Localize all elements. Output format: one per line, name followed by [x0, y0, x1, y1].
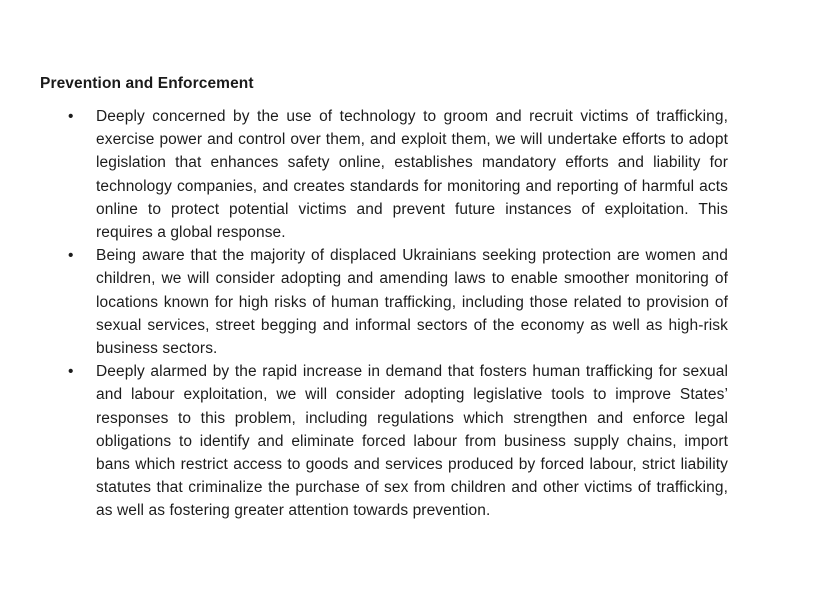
bullet-marker: •: [68, 247, 74, 265]
bullet-paragraph: Deeply concerned by the use of technology to groom and recruit victims of trafficking, exercise power and control over them, and exploit them, we will undertake efforts to adopt legislation that enhances safety online, establishes mandatory efforts and liability for technology companies, and creates standards for monitoring and reporting of harmful acts online to protect potential victims and prevent future instances of exploitation. This requires a global response.: [96, 108, 728, 242]
bullet-item: [40, 244, 728, 360]
bullet-marker: •: [68, 108, 74, 125]
bullet-list: [40, 105, 728, 523]
bullet-item: [40, 360, 728, 522]
document-content: [40, 74, 728, 523]
bullet-item: [40, 105, 728, 244]
bullet-marker: •: [68, 363, 74, 381]
section-heading: Prevention and Enforcement: [40, 75, 254, 92]
bullet-paragraph: Deeply alarmed by the rapid increase in demand that fosters human trafficking for sexual and labour exploitation, we will consider adopting legislative tools to improve States’ responses to this problem, including regulations which strengthen and enforce legal obligations to identify and eliminate forced labour from business supply chains, import bans which restrict access to goods and services produced by forced labour, strict liability statutes that criminalize the purchase of sex from children and other victims of trafficking, as well as fostering greater attention towards prevention.: [96, 363, 728, 520]
bullet-paragraph: Being aware that the majority of displaced Ukrainians seeking protection are women and children, we will consider adopting and amending laws to enable smoother monitoring of locations known for high risks of human trafficking, including those related to provision of sexual services, street begging and informal sectors of the economy as well as high-risk business sectors.: [96, 247, 728, 358]
